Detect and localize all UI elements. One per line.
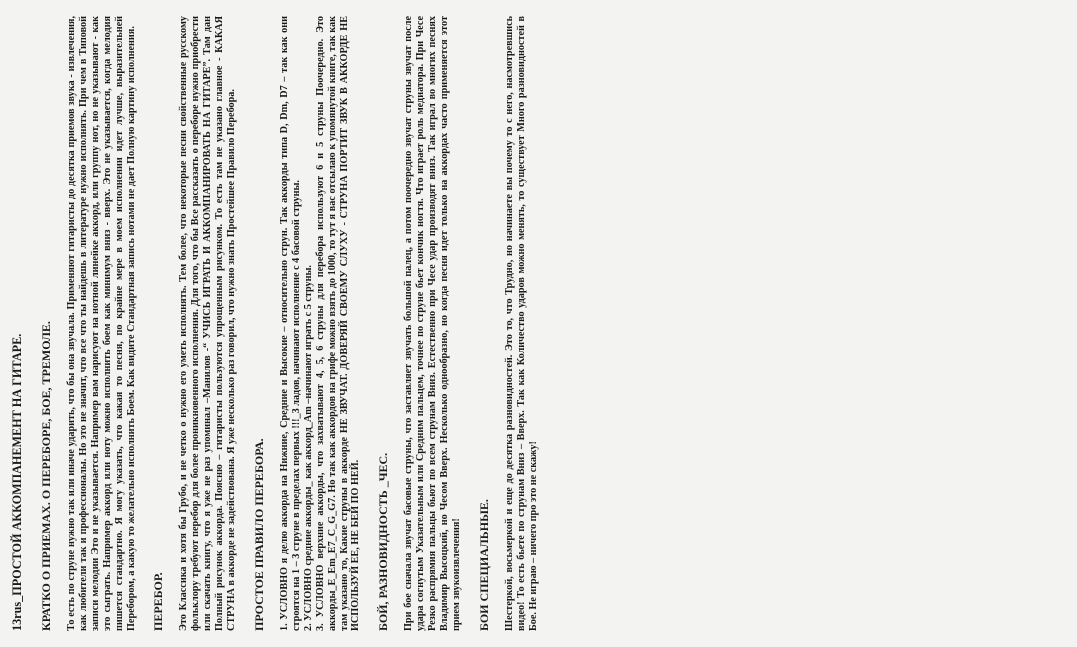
section-heading: БОЙ, РАЗНОВИДНОСТЬ _ЧЕС. bbox=[376, 452, 391, 631]
section-techniques bbox=[39, 16, 137, 631]
section-heading: ПЕРЕБОР. bbox=[151, 572, 166, 631]
list-item: 2. УСЛОВНО средние аккорды_ как аккорд_Am –начинают играть с 5 струны. bbox=[302, 265, 314, 631]
section-boy-ches bbox=[376, 16, 463, 631]
list-item: 1. УСЛОВНО я делю аккорда на Нижние, Средние и Высокие – относительно струн. Так аккорды типа D, Dm, D7 – так как они строятся на 1 – 3 струне в пределах первых !!!_3 ладов, начинают исполнение с 4 басовой струны. bbox=[278, 16, 302, 631]
section-paragraph: Шестеркой, восьмеркой и еще до десятка разновидностей. Это то, что Трудно, но начинаете вы почему то с него, насмотревшись видео! То есть бьете по струнам Вниз – Вверх. Так как Количество ударов можно менять, то существует Много разновидностей в Бое. Не играю – ничего про это не скажу! bbox=[503, 16, 539, 631]
section-heading: БОИ СПЕЦИАЛЬНЫЕ. bbox=[476, 499, 491, 631]
section-simple-rule bbox=[252, 16, 362, 631]
rule-list bbox=[279, 16, 362, 631]
section-paragraph: При бое сначала звучат басовые струны, что заставляет звучать большой палец, а потом поочередно звучат струны звучат после удара согнутым Указательным или Средним пальцем, точнее по струне бьет кончик ногтя. Что играет роль медиатора. При Чесе Резко распрямия пальцы бьют по всем струнам Вниз. Естественно при Чесе удар производят вниз. Так играл во многих песнях Владимир Высоцкий, но Чесом Вверх. Несколько однообразно, но когда песня идет только на аккордах часто применяется этот прием звукоизвлечения! bbox=[403, 16, 462, 631]
section-paragraph: То есть по струне нужно так или иначе ударить, что бы она звучала. Применяют гитаристы до десятка приемов звука - извлечения, как любители так и профессионалы. Но это не значит, что все что ты найдешь в литературе нужно исполнять. При чем в Типовой записи мелодии Это и не указывается. Например вам нарисуют на нотной линейке аккорд, или группу нот, но не указывают - как это сыграть. Например аккорд или ноту можно исполнить боем как минимум вниз - вверх. Это не указывается, когда мелодия пишется стандартно. Я могу указать, что какая то песня, по крайне мере в моем исполнении идет лучше, выразительней Перебором, а какую то желательно исполнить Боем. Как видите Стандартная запись нотами не дает Полную картину исполнения. bbox=[66, 16, 137, 631]
section-heading: ПРОСТОЕ ПРАВИЛО ПЕРЕБОРА. bbox=[251, 438, 266, 631]
section-special-strokes bbox=[477, 16, 540, 631]
section-heading: КРАТКО О ПРИЕМАХ. О ПЕРЕБОРЕ, БОЕ, ТРЕМОЛЕ. bbox=[39, 321, 53, 631]
section-paragraph: Это Классика и хотя бы Грубо, и не четко о нужно его уметь исполнять. Тем более, что некоторые песни свойственные русскому фольклору требуют перебор для более проникновенного исполнения. Для того, что бы Все рассказать о переборе нужно приобрести или скачать книгу, что я уже не раз упоминал –Манилов -“ УЧИСЬ ИГРАТЬ И АККОМПАНИРОВАТЬ НА ГИТАРЕ”. Там дан Полный рисунок аккорда. Поясню – гитаристы пользуются упрощенным рисунком. То есть там не указано главное - КАКАЯ СТРУНА в аккорде не задействована. Я уже несколько раз говорил, что нужно знать Простейшее Правило Перебора. bbox=[178, 16, 238, 631]
list-item: 3. УСЛОВНО верхние аккорды, что захватывают 4, 5, 6 струны для перебора используют 6 и 5 струны Поочередно. Это аккорды_E_Em_E7_C_G_G7. Но так как аккордов на грифе можно взять до 1000, то тут я вас отсылаю к упомянутой книге, так как там указано то, Какие струны в аккорде НЕ ЗВУЧАТ. ДОВЕРЯЙ СВОЕМУ СЛУХУ - СТРУНА ПОРТИТ ЗВУК В АККОРДЕ НЕ ИСПОЛЬЗУЙ ЕЕ, НЕ БЕЙ ПО НЕЙ. bbox=[314, 16, 362, 631]
document-title: 13rus_ПРОСТОЙ АККОМПАНЕМЕНТ НА ГИТАРЕ. bbox=[10, 333, 24, 631]
section-perebor bbox=[151, 16, 238, 631]
